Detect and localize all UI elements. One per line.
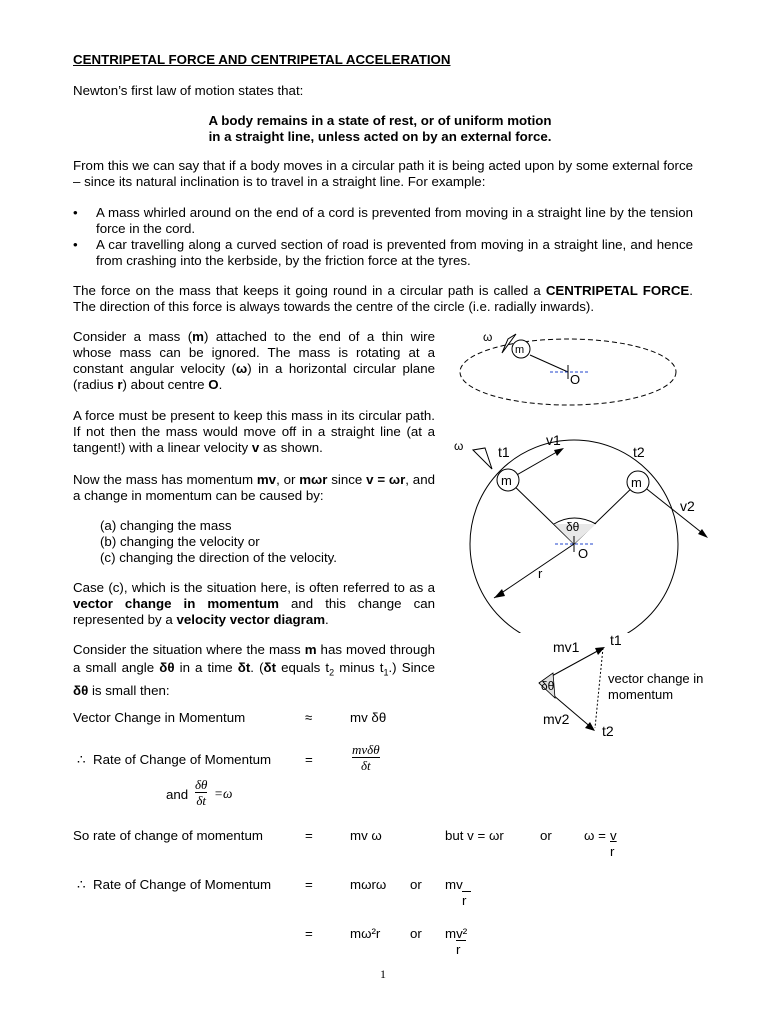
intro-text: Newton’s first law of motion states that: (73, 83, 304, 98)
subscript: 2 (329, 667, 335, 678)
mass-label: m (515, 344, 525, 356)
diagram-horizontal-circle (450, 325, 700, 415)
list-item: (c) changing the direction of the velocity. (100, 550, 338, 565)
mass-label-1: m (501, 473, 512, 488)
paragraph-external-force: From this we can say that if a body moves in a circular path it is being acted upon by some external force – since its natural inclination is to travel in a straight line. For example: (73, 158, 693, 189)
symbol-dtheta: δθ (159, 660, 175, 675)
list-item: (b) changing the velocity or (100, 534, 260, 549)
arrowhead (494, 589, 505, 598)
law-line-2: in a straight line, unless acted on by an external force. (208, 129, 552, 144)
eq-equals: = (305, 926, 313, 941)
symbol-v-eq-wr: v = ωr (366, 472, 406, 487)
bullet-text: A car travelling along a curved section of road is prevented from moving in a straight line, and hence from crashing into the kerbside, by the friction force at the tyres. (96, 237, 693, 268)
diagram-velocity-vector (525, 628, 725, 743)
eq-vcm-value: mv δθ (350, 710, 387, 725)
eq-roc-label: Rate of Change of Momentum (93, 752, 272, 767)
mv1-label: mv1 (553, 639, 580, 655)
diagram-tangent-velocity (450, 428, 720, 633)
page-number: 1 (380, 967, 386, 981)
law-line-1: A body remains in a state of rest, or of uniform motion (208, 113, 552, 128)
t1-label: t1 (498, 444, 510, 460)
bullet-icon: • (73, 205, 78, 220)
arrowhead (554, 448, 564, 456)
text-run: ) attached to the end of a thin wire whose mass can be ignored. The mass is rotating at a constant angular velocity ( (73, 329, 436, 376)
symbol-mwr: mωr (299, 472, 328, 487)
vector-change-label-2: momentum (608, 687, 674, 702)
text-run: . ( (250, 660, 264, 675)
center-label: O (578, 546, 589, 561)
text-run: in a time (174, 660, 238, 675)
eq-or: or (410, 926, 422, 941)
text-run: . (325, 612, 329, 627)
eq-and: and (166, 787, 189, 802)
fraction-numerator: mvδθ (352, 742, 380, 757)
eq-r-denominator: r (456, 942, 461, 957)
eq-vcm-label: Vector Change in Momentum (73, 710, 246, 725)
bullet-item-car (73, 237, 693, 269)
underline-v (456, 940, 466, 941)
text-run: The force on the mass that keeps it going round in a circular path is called a (73, 283, 546, 298)
paragraph-momentum (73, 472, 435, 504)
text-run: equals t (276, 660, 330, 675)
text-run: , and a change in momentum can be caused by: (73, 472, 435, 503)
vector-change-line (595, 648, 603, 728)
vector-change-label-1: vector change in (608, 671, 704, 686)
eq-equals: = (305, 752, 313, 767)
bullet-text: A mass whirled around on the end of a cord is prevented from moving in a straight line by the tension force in the cord. (96, 205, 693, 236)
mass-label-2: m (631, 475, 642, 490)
eq-approx: ≈ (305, 710, 313, 725)
symbol-dtheta: δθ (73, 682, 89, 698)
t2-label: t2 (633, 444, 645, 460)
fraction-denominator: δt (196, 793, 207, 808)
text-run: Consider a mass ( (73, 329, 193, 344)
term-velocity-vector-diagram: velocity vector diagram (176, 612, 326, 627)
subscript: 1 (383, 667, 389, 678)
radius-line-1 (508, 480, 574, 544)
paragraph-centripetal-force (73, 283, 693, 315)
eq-result-2a: mω²r (350, 926, 381, 941)
eq-mv: mv (445, 877, 463, 892)
text-run: , or (276, 472, 300, 487)
symbol-dt: δt (237, 660, 251, 675)
eq-roc-label: Rate of Change of Momentum (93, 877, 272, 892)
paragraph-tangent (73, 408, 435, 456)
list-item: (a) changing the mass (100, 518, 232, 533)
eq-but: but v = ωr (445, 828, 504, 843)
text-run: Consider the situation where the mass (73, 642, 305, 657)
fraction-numerator: δθ (195, 777, 208, 792)
tangent-v2 (638, 482, 706, 536)
t1-label: t1 (610, 632, 622, 648)
v2-label: v2 (680, 498, 695, 514)
eq-so-label: So rate of change of momentum (73, 828, 263, 843)
eq-omega-equals: ω = (584, 828, 606, 843)
term-vector-change: vector change in momentum (73, 596, 279, 611)
text-run: Case (c), which is the situation here, is often referred to as a (73, 580, 435, 595)
text-run: .) Since (388, 660, 435, 675)
eq-v-numerator: v (610, 828, 617, 843)
fraction-dtheta-dt (195, 777, 207, 808)
symbol-omega: ω (235, 361, 248, 376)
paragraph-vector-change (73, 580, 435, 628)
bullet-item-cord (73, 205, 693, 237)
symbol-dt: δt (263, 660, 277, 675)
eq-equals: = (305, 828, 313, 843)
text-run: is small then: (88, 682, 170, 698)
text-run: has moved through a small angle (73, 642, 436, 675)
text-run: and this change can represented by a (73, 596, 436, 627)
symbol-v: v (251, 440, 260, 455)
rotation-arrow-icon (473, 448, 492, 469)
symbol-m: m (192, 329, 204, 344)
eq-so-value: mv ω (350, 828, 382, 843)
paragraph-mass-on-wire (73, 329, 435, 393)
text-run: as shown. (259, 440, 323, 455)
eq-or: or (540, 828, 552, 843)
dtheta-label: δθ (566, 520, 580, 534)
arrowhead (595, 647, 605, 655)
text-run: Now the mass has momentum (73, 472, 257, 487)
text-run: minus t (334, 660, 384, 675)
v1-label: v1 (546, 432, 561, 448)
t2-label: t2 (602, 723, 614, 739)
symbol-r: r (117, 377, 123, 392)
text-run: ) about centre (122, 377, 209, 392)
symbol-m: m (304, 642, 317, 657)
eq-result-1b (445, 877, 463, 893)
fraction-denominator: δt (360, 758, 371, 773)
wire-line (530, 355, 568, 372)
symbol-o: O (208, 377, 219, 392)
dtheta-label: δθ (541, 679, 555, 693)
eq-r-denominator: r (462, 893, 467, 908)
text-run: A force must be present to keep this mass in its circular path. If not then the mass would move off in a straight line (at a tangent!) with a linear velocity (73, 408, 435, 455)
term-centripetal-force: CENTRIPETAL FORCE (545, 283, 690, 298)
text-run: since (327, 472, 367, 487)
text-run: . The direction of this force is always towards the centre of the circle (i.e. radially inwards). (73, 283, 693, 314)
center-label: O (570, 372, 581, 387)
underline-v (462, 891, 471, 892)
omega-label: ω (483, 330, 493, 344)
eq-equals-omega: =ω (214, 786, 233, 801)
eq-result-2b: mv² (445, 926, 468, 941)
bullet-icon: • (73, 237, 78, 252)
omega-label: ω (454, 439, 464, 453)
fraction-mvdtheta-dt (352, 742, 380, 773)
therefore-symbol: ∴ (77, 752, 86, 767)
page-title: CENTRIPETAL FORCE AND CENTRIPETAL ACCELERATION (73, 52, 451, 67)
radius-r-line (494, 544, 574, 598)
eq-result-1a: mωrω (350, 877, 387, 892)
radius-label: r (538, 566, 543, 581)
mv2-label: mv2 (543, 711, 570, 727)
text-run: ) in a horizontal circular plane (radius (73, 361, 435, 392)
eq-or: or (410, 877, 422, 892)
paragraph-small-angle (73, 641, 435, 700)
eq-r-denominator: r (610, 844, 615, 859)
text-run: . (218, 377, 223, 392)
eq-equals: = (305, 877, 313, 892)
symbol-mv: mv (256, 472, 277, 487)
therefore-symbol: ∴ (77, 877, 86, 892)
